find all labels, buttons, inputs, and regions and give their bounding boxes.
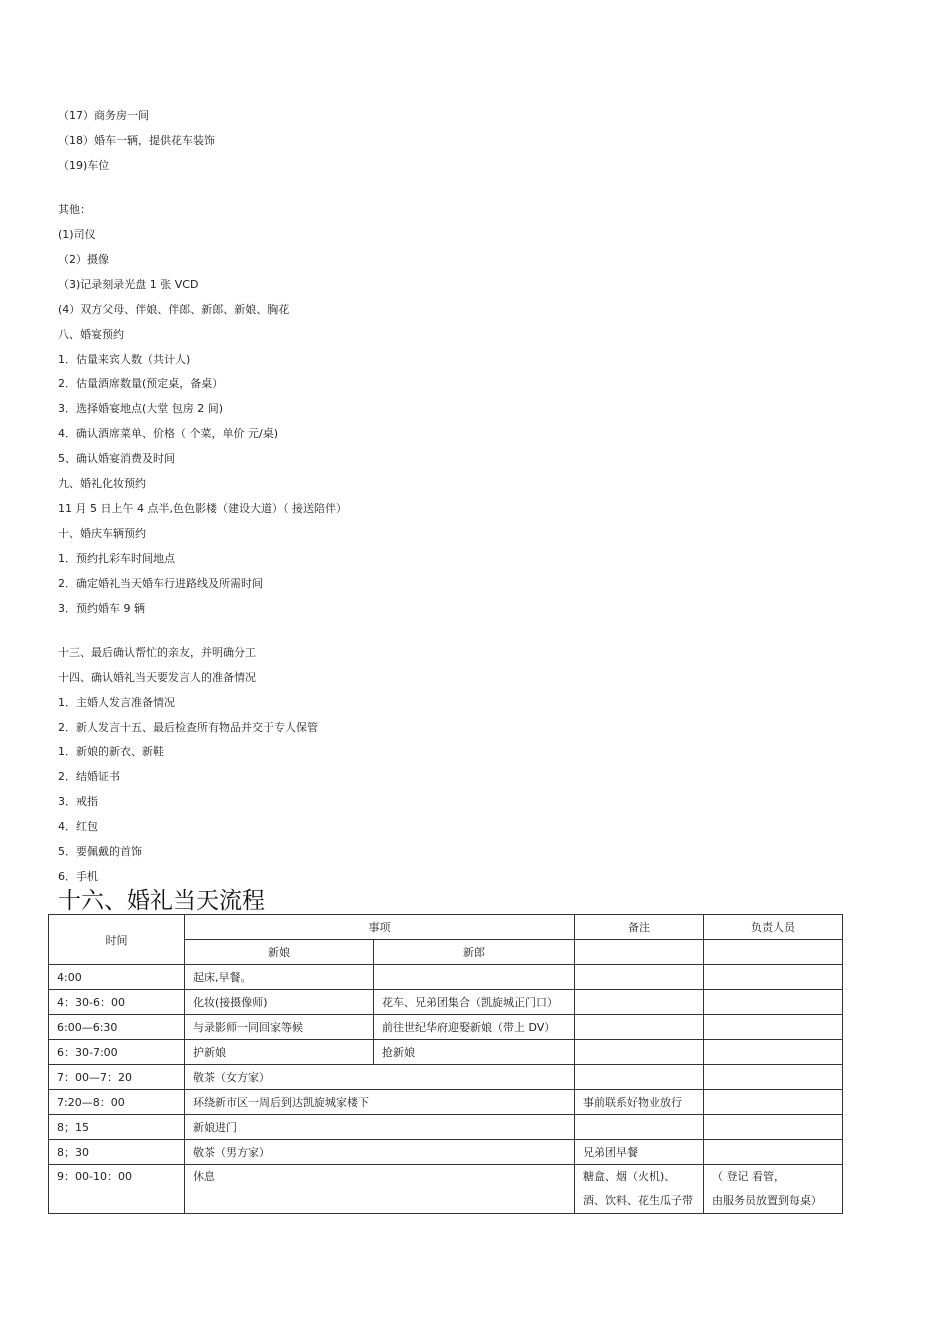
- list-line: （17）商务房一间: [58, 109, 149, 122]
- notes-cell: 事前联系好物业放行: [575, 1090, 704, 1115]
- section-heading: 八、婚宴预约: [58, 328, 124, 341]
- list-line: （19)车位: [58, 159, 110, 172]
- header-staff: 负责人员: [704, 915, 843, 940]
- staff-cell: [704, 1115, 843, 1140]
- item-cell: 环绕新市区一周后到达凯旋城家楼下: [185, 1090, 575, 1115]
- section-heading: 十、婚庆车辆预约: [58, 527, 146, 540]
- list-line: 1．估量来宾人数（共计人): [58, 353, 191, 366]
- staff-text: （ 登记 看管，: [712, 1170, 785, 1183]
- item-cell: 敬茶（女方家）: [185, 1065, 575, 1090]
- time-cell: [49, 1165, 185, 1214]
- list-line: 1．预约扎彩车时间地点: [58, 552, 175, 565]
- header-items: 事项: [185, 915, 575, 940]
- notes-cell: [575, 1165, 704, 1214]
- list-line: 2．结婚证书: [58, 770, 120, 783]
- list-line: (1)司仪: [58, 228, 96, 241]
- staff-text: 由服务员放置到每桌）: [712, 1194, 822, 1207]
- header-notes: 备注: [575, 915, 704, 940]
- list-line: 5、确认婚宴消费及时间: [58, 452, 175, 465]
- time-cell: 7:20—8：00: [49, 1090, 185, 1115]
- notes-cell: [575, 990, 704, 1015]
- notes-text: 酒、饮料、花生瓜子带: [583, 1194, 693, 1207]
- staff-cell: [704, 1040, 843, 1065]
- item-cell: 敬茶（男方家）: [185, 1140, 575, 1165]
- time-text: 9：00-10：00: [57, 1170, 132, 1183]
- time-cell: 7：00—7：20: [49, 1065, 185, 1090]
- table-row: [49, 1040, 843, 1065]
- table-cell: [575, 940, 704, 965]
- list-line: 2．估量酒席数量(预定桌，备桌）: [58, 377, 224, 390]
- list-line: 4．红包: [58, 820, 98, 833]
- item-text: 休息: [193, 1170, 215, 1183]
- item-cell: 新娘进门: [185, 1115, 575, 1140]
- list-line: 3．戒指: [58, 795, 98, 808]
- table-header-row: [49, 915, 843, 940]
- list-line: 2．新人发言十五、最后检查所有物品并交于专人保管: [58, 721, 318, 734]
- section-heading: 十三、最后确认帮忙的亲友，并明确分工: [58, 646, 256, 659]
- time-cell: 8；30: [49, 1140, 185, 1165]
- table-row: [49, 1140, 843, 1165]
- notes-cell: [575, 965, 704, 990]
- staff-cell: [704, 1015, 843, 1040]
- list-line: 4．确认酒席菜单、价格（ 个菜，单价 元/桌): [58, 427, 278, 440]
- time-cell: 6：30-7:00: [49, 1040, 185, 1065]
- table-row: [49, 965, 843, 990]
- list-line: 6．手机: [58, 870, 98, 883]
- time-cell: 4：30-6：00: [49, 990, 185, 1015]
- list-line: 1．主婚人发言准备情况: [58, 696, 175, 709]
- list-line: 3．预约婚车 9 辆: [58, 602, 145, 615]
- header-bride: 新娘: [185, 940, 374, 965]
- notes-cell: [575, 1015, 704, 1040]
- time-cell: 8；15: [49, 1115, 185, 1140]
- table-row: [49, 1015, 843, 1040]
- table-row: [49, 1090, 843, 1115]
- list-line: 1．新娘的新衣、新鞋: [58, 745, 164, 758]
- time-cell: 6:00—6:30: [49, 1015, 185, 1040]
- staff-cell: [704, 1165, 843, 1214]
- groom-cell: 花车、兄弟团集合（凯旋城正门口）: [374, 990, 575, 1015]
- header-time: 时间: [49, 915, 185, 965]
- schedule-table: [48, 914, 843, 1214]
- table-row: [49, 1115, 843, 1140]
- item-cell: [185, 1165, 575, 1214]
- staff-cell: [704, 965, 843, 990]
- list-line: 11 月 5 日上午 4 点半,色色影楼（建设大道）（ 接送陪伴）: [58, 502, 347, 515]
- list-line: （2）摄像: [58, 253, 109, 266]
- list-line: (4）双方父母、伴娘、伴郎、新郎、新娘、胸花: [58, 303, 290, 316]
- header-groom: 新郎: [374, 940, 575, 965]
- time-cell: 4:00: [49, 965, 185, 990]
- page-title: 十六、婚礼当天流程: [58, 888, 265, 914]
- bride-cell: 起床,早餐。: [185, 965, 374, 990]
- list-line: （3)记录刻录光盘 1 张 VCD: [58, 278, 199, 291]
- staff-cell: [704, 1065, 843, 1090]
- table-cell: [704, 940, 843, 965]
- bride-cell: 护新娘: [185, 1040, 374, 1065]
- staff-cell: [704, 1090, 843, 1115]
- staff-cell: [704, 1140, 843, 1165]
- table-row: [49, 990, 843, 1015]
- groom-cell: 前往世纪华府迎娶新娘（带上 DV）: [374, 1015, 575, 1040]
- groom-cell: [374, 965, 575, 990]
- table-row: [49, 1065, 843, 1090]
- section-label: 其他：: [58, 203, 91, 216]
- notes-cell: [575, 1040, 704, 1065]
- section-heading: 九、婚礼化妆预约: [58, 477, 146, 490]
- list-line: （18）婚车一辆，提供花车装饰: [58, 134, 215, 147]
- table-row: [49, 1165, 843, 1214]
- bride-cell: 化妆(接摄像师): [185, 990, 374, 1015]
- staff-cell: [704, 990, 843, 1015]
- list-line: 5．要佩戴的首饰: [58, 845, 142, 858]
- section-heading: 十四、确认婚礼当天要发言人的准备情况: [58, 671, 256, 684]
- notes-cell: 兄弟团早餐: [575, 1140, 704, 1165]
- list-line: 2．确定婚礼当天婚车行进路线及所需时间: [58, 577, 263, 590]
- notes-cell: [575, 1115, 704, 1140]
- bride-cell: 与录影师一同回家等候: [185, 1015, 374, 1040]
- notes-text: 糖盒、烟（火机)、: [583, 1170, 676, 1183]
- groom-cell: 抢新娘: [374, 1040, 575, 1065]
- list-line: 3．选择婚宴地点(大堂 包房 2 间): [58, 402, 224, 415]
- notes-cell: [575, 1065, 704, 1090]
